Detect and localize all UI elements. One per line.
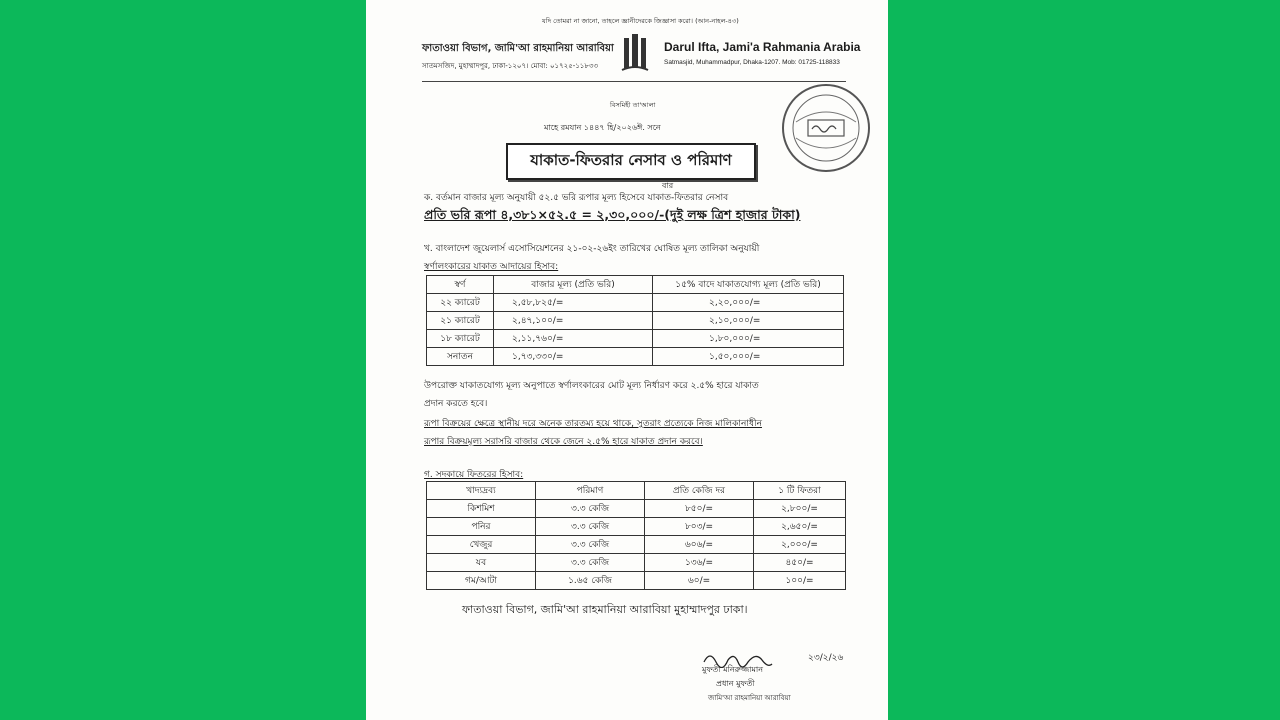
column-header: ১ টি ফিতরা: [754, 482, 846, 500]
english-institution-address: Satmasjid, Muhammadpur, Dhaka-1207. Mob: 01725-118833: [664, 59, 840, 66]
table-cell: ২,০০০/=: [754, 536, 846, 554]
table-cell: সনাতন: [427, 348, 494, 366]
table-row: [427, 518, 846, 536]
table-cell: ৩.৩ কেজি: [536, 518, 645, 536]
section-ka-line: ক. বর্তমান বাজার মূল্য অনুযায়ী ৫২.৫ ভরি রূপার মূল্য হিসেবে যাকাত-ফিতরার নেসাব: [424, 193, 729, 203]
top-verse-note: যদি তোমরা না জানো, তাহলে জ্ঞানীদেরকে জিজ্ঞাসা করো। (আন-নাহল-৪৩): [542, 17, 739, 25]
signatory-institution: জামি'আ রাহমানিয়া আরাবিয়া: [708, 694, 791, 702]
column-header: ১৫% বাদে যাকাতযোগ্য মূল্য (প্রতি ভরি): [653, 276, 844, 294]
table-row: [427, 500, 846, 518]
table-row: [427, 294, 844, 312]
section-ga-line: গ. সদকায়ে ফিতরের হিসাব:: [424, 470, 524, 480]
table-cell: ৬০৬/=: [645, 536, 754, 554]
signatory-name: মুফতী মনিরুজ্জামান: [702, 665, 764, 674]
table-cell: ২,১০,০০০/=: [653, 312, 844, 330]
table-cell: ৮০৩/=: [645, 518, 754, 536]
table-cell: ১০০/=: [754, 572, 846, 590]
silver-sale-note: রূপা বিক্রয়ের ক্ষেত্রে স্থানীয় দরে অনেক তারতম্য হয়ে থাকে, সুতরাং প্রত্যেকে নিজ মালিকানাধীন: [424, 419, 762, 429]
table-cell: ২,৮০০/=: [754, 500, 846, 518]
document-page: [366, 0, 888, 720]
table-row: [427, 536, 846, 554]
table-row: [427, 554, 846, 572]
column-header: প্রতি কেজি দর: [645, 482, 754, 500]
table-cell: ৮৫০/=: [645, 500, 754, 518]
english-institution-name: Darul Ifta, Jami'a Rahmania Arabia: [664, 40, 861, 54]
bangla-institution-address: সাতমসজিদ, মুহাম্মাদপুর, ঢাকা-১২০৭। মোবা: ০১৭২৫-১১৮৩৩: [422, 62, 598, 70]
table-cell: ২২ ক্যারেট: [427, 294, 494, 312]
signature-date: ২৩/২/২৬: [808, 653, 844, 663]
signature-block: [700, 648, 888, 718]
table-cell: কিশমিশ: [427, 500, 536, 518]
section-kha-subline: স্বর্ণালংকারের যাকাত আদায়ের হিসাব:: [424, 262, 559, 272]
table-cell: যব: [427, 554, 536, 572]
fitra-table: [426, 481, 846, 590]
table-cell: ১,৫০,০০০/=: [653, 348, 844, 366]
table-header-row: [427, 276, 844, 294]
table-cell: ৩.৩ কেজি: [536, 554, 645, 572]
table-cell: ৬০/=: [645, 572, 754, 590]
column-header: পরিমাণ: [536, 482, 645, 500]
institution-logo-icon: [620, 34, 650, 74]
signatory-role: প্রধান মুফতী: [716, 679, 755, 688]
table-cell: ১৩৬/=: [645, 554, 754, 572]
handwritten-insert: বার: [662, 181, 674, 190]
table-cell: ১.৬৫ কেজি: [536, 572, 645, 590]
column-header: খাদ্যদ্রব্য: [427, 482, 536, 500]
table-cell: ২১ ক্যারেট: [427, 312, 494, 330]
table-cell: ২,৪৭,১০০/=: [494, 312, 653, 330]
table-row: [427, 572, 846, 590]
table-cell: খেজুর: [427, 536, 536, 554]
column-header: স্বর্ণ: [427, 276, 494, 294]
column-header: বাজার মূল্য (প্রতি ভরি): [494, 276, 653, 294]
page-title: [506, 143, 756, 180]
table-cell: ২,৫৮,৮২৫/=: [494, 294, 653, 312]
table-cell: ২,২০,০০০/=: [653, 294, 844, 312]
page-title-text: যাকাত-ফিতরার নেসাব ও পরিমাণ: [530, 151, 732, 169]
table-cell: ১৮ ক্যারেট: [427, 330, 494, 348]
gold-price-table: [426, 275, 844, 366]
table-cell: ২,৬৫০/=: [754, 518, 846, 536]
table-cell: গম/আটা: [427, 572, 536, 590]
footer-issuer: ফাতাওয়া বিভাগ, জামি'আ রাহমানিয়া আরাবিয়া মুহাম্মাদপুর ঢাকা।: [462, 603, 748, 616]
gold-zakat-note: উপরোক্ত যাকাতযোগ্য মূল্য অনুপাতে স্বর্ণালংকারের মোট মূল্য নির্ধারণ করে ২.৫% হারে যাকাত: [424, 381, 759, 391]
silver-nisab-value: প্রতি ভরি রূপা ৪,৩৮১×৫২.৫ = ২,৩০,০০০/-(দুই লক্ষ ত্রিশ হাজার টাকা): [424, 207, 801, 222]
table-cell: ২,১১,৭৬০/=: [494, 330, 653, 348]
date-line: মাহে রমযান ১৪৪৭ হি/২০২৬ঈ. সনে: [544, 123, 661, 132]
seal-stamp: [780, 82, 872, 174]
section-kha-line: খ. বাংলাদেশ জুয়েলার্স এসোসিয়েশনের ২১-০২-২৬ইং তারিখের ঘোষিত মূল্য তালিকা অনুযায়ী: [424, 244, 760, 254]
table-header-row: [427, 482, 846, 500]
silver-sale-note-cont: রূপার বিক্রয়মূল্য সরাসরি বাজার থেকে জেনে ২.৫% হারে যাকাত প্রদান করবে।: [424, 437, 703, 447]
bismillah-line: বিসমিহী তা'আলা: [610, 101, 656, 109]
bangla-institution-name: ফাতাওয়া বিভাগ, জামি'আ রাহমানিয়া আরাবিয়া: [422, 43, 614, 54]
table-cell: ৪৫০/=: [754, 554, 846, 572]
table-cell: ১,৭৩,৩৩০/=: [494, 348, 653, 366]
table-cell: ৩.৩ কেজি: [536, 536, 645, 554]
gold-zakat-note-cont: প্রদান করতে হবে।: [424, 399, 488, 409]
table-row: [427, 348, 844, 366]
table-row: [427, 330, 844, 348]
table-cell: ৩.৩ কেজি: [536, 500, 645, 518]
table-row: [427, 312, 844, 330]
table-cell: পনির: [427, 518, 536, 536]
table-cell: ১,৮০,০০০/=: [653, 330, 844, 348]
